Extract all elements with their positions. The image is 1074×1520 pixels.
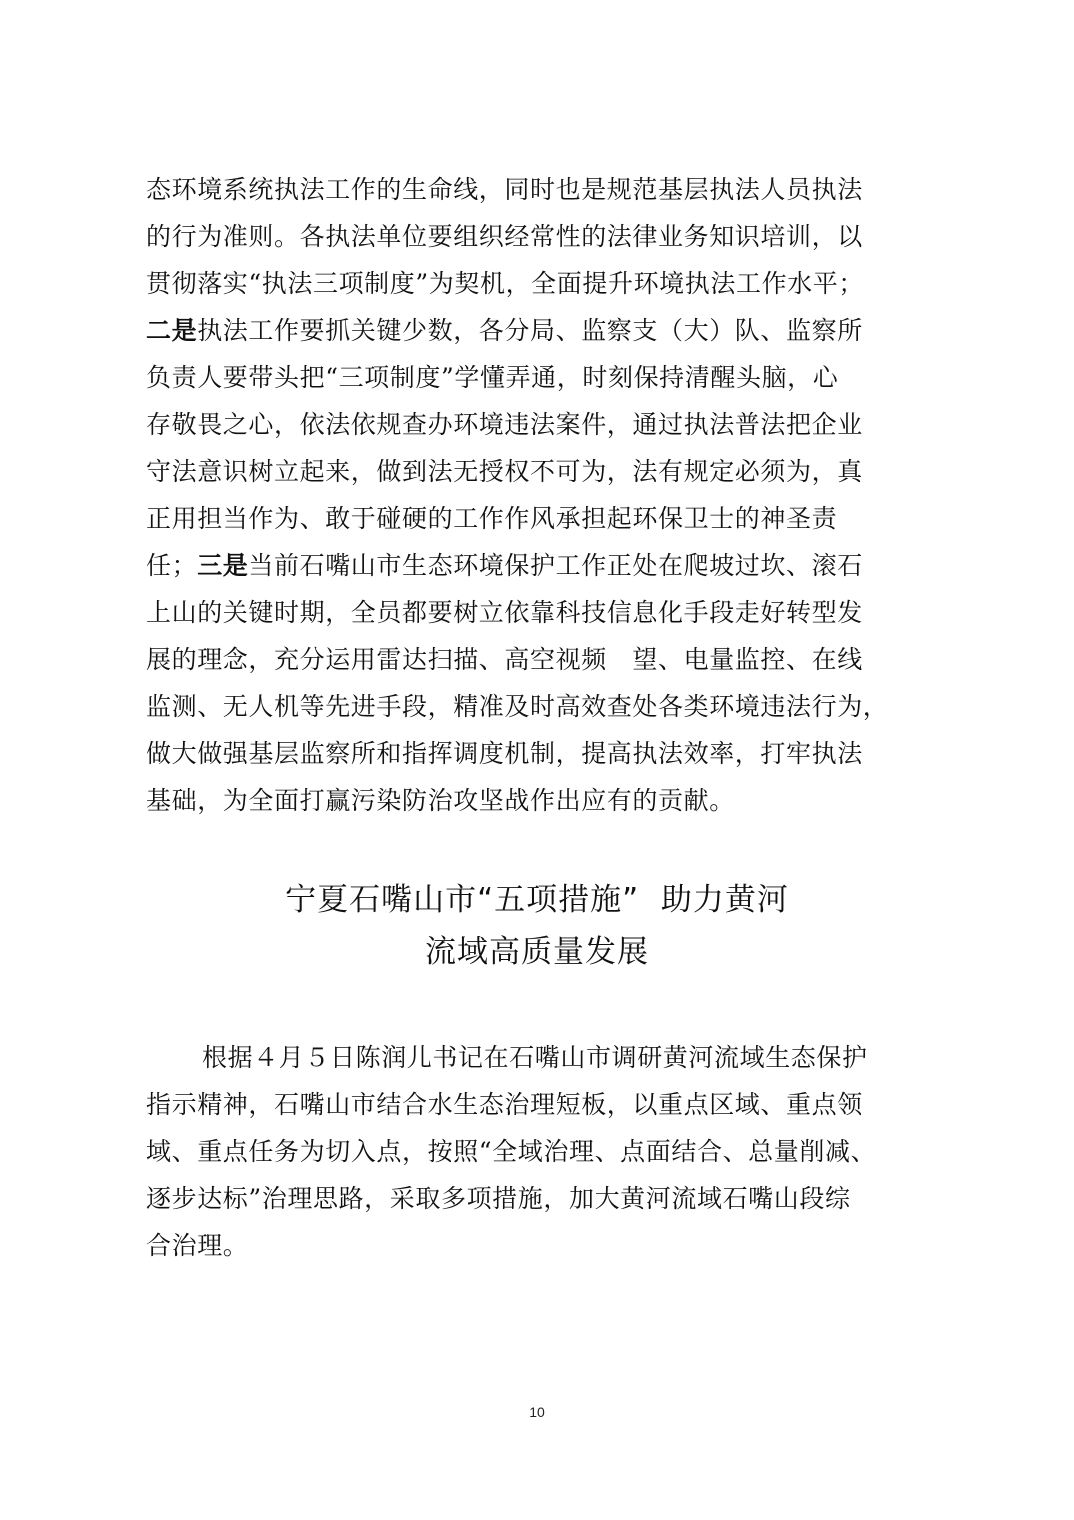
text-line: 贯彻落实“执法三项制度”为契机，全面提升环境执法工作水平； <box>146 269 864 298</box>
text-line: 的行为准则。各执法单位要组织经常性的法律业务知识培训，以 <box>146 222 863 251</box>
intro-paragraph <box>146 1034 946 1269</box>
text-line: 域、重点任务为切入点，按照“全域治理、点面结合、总量削减、 <box>146 1137 877 1166</box>
text-line: 守法意识树立起来，做到法无授权不可为，法有规定必须为，真 <box>146 457 863 486</box>
emphasis-third-point: 三是 <box>197 551 249 580</box>
article-title-line-2: 流域高质量发展 <box>425 934 649 970</box>
article-title <box>0 874 1074 978</box>
text-line: 展的理念，充分运用雷达扫描、高空视频 望、电量监控、在线 <box>146 645 863 674</box>
text-line: 任；三是当前石嘴山市生态环境保护工作正处在爬坡过坎、滚石 <box>146 551 863 580</box>
text-line: 合治理。 <box>146 1231 249 1260</box>
text-line: 负责人要带头把“三项制度”学懂弄通，时刻保持清醒头脑，心 <box>146 363 839 392</box>
text-line: 逐步达标”治理思路，采取多项措施，加大黄河流域石嘴山段综 <box>146 1184 851 1213</box>
text-line: 指示精神，石嘴山市结合水生态治理短板，以重点区域、重点领 <box>146 1090 863 1119</box>
continued-paragraph <box>146 166 946 824</box>
article-title-line-1: 宁夏石嘴山市“五项措施” 助力黄河 <box>285 882 789 918</box>
text-line: 态环境系统执法工作的生命线，同时也是规范基层执法人员执法 <box>146 175 863 204</box>
text-line: 根据４月５日陈润儿书记在石嘴山市调研黄河流域生态保护 <box>202 1043 868 1072</box>
text-line: 上山的关键时期，全员都要树立依靠科技信息化手段走好转型发 <box>146 598 863 627</box>
text-line: 做大做强基层监察所和指挥调度机制，提高执法效率，打牢执法 <box>146 739 863 768</box>
text-line: 监测、无人机等先进手段，精准及时高效查处各类环境违法行为， <box>146 692 889 721</box>
text-line: 正用担当作为、敢于碰硬的工作作风承担起环保卫士的神圣责 <box>146 504 838 533</box>
page-number: 10 <box>529 1404 545 1420</box>
text-line: 基础，为全面打赢污染防治攻坚战作出应有的贡献。 <box>146 786 735 815</box>
text-line: 存敬畏之心，依法依规查办环境违法案件，通过执法普法把企业 <box>146 410 863 439</box>
emphasis-second-point: 二是 <box>146 316 198 345</box>
text-line: 二是执法工作要抓关键少数，各分局、监察支（大）队、监察所 <box>146 316 863 345</box>
